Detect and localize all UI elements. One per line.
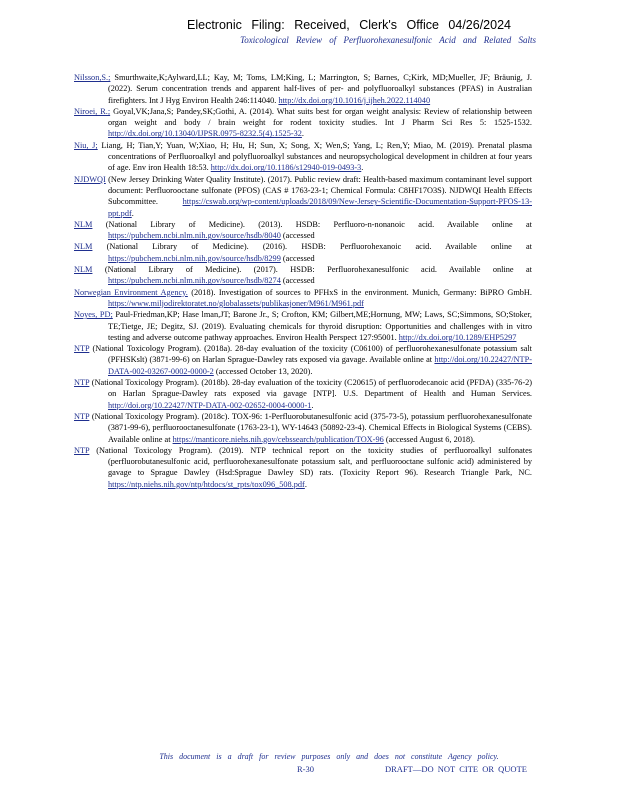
reference-author[interactable]: Niu, J; bbox=[74, 140, 98, 150]
reference-link[interactable]: http://dx.doi.org/10.1289/EHP5297 bbox=[398, 332, 517, 342]
reference-tail: . bbox=[131, 208, 134, 218]
reference-link[interactable]: https://ntp.niehs.nih.gov/ntp/htdocs/st_rpts/tox096_508.pdf bbox=[108, 479, 305, 489]
reference-author[interactable]: Niroei, R.; bbox=[74, 106, 111, 116]
reference-tail: (accessed bbox=[280, 231, 315, 241]
reference-entry bbox=[74, 287, 532, 310]
reference-author[interactable]: NTP bbox=[74, 344, 90, 354]
reference-author[interactable]: NLM bbox=[74, 242, 93, 252]
reference-tail: . bbox=[304, 479, 307, 489]
reference-tail: (accessed bbox=[280, 253, 315, 263]
page-footer bbox=[0, 752, 618, 776]
reference-entry bbox=[74, 241, 532, 264]
footer-line bbox=[0, 764, 618, 776]
reference-text: (National Library of Medicine). (2016). HSDB: Perfluorohexanoic acid. Available online at bbox=[92, 242, 532, 252]
reference-entry bbox=[74, 174, 532, 219]
page-number: R-30 bbox=[297, 764, 314, 774]
reference-text: (National Toxicology Program). (2018b). 28-day evaluation of the toxicity (C20615) of perfluorodecanoic acid (PFDA) (335-76-2) on Harlan Sprague-Dawley rats exposed via gavage [NTP]. U.S. Department of Health and Human Services. bbox=[89, 378, 532, 399]
reference-tail: (accessed October 13, 2020). bbox=[213, 366, 313, 376]
reference-text: (2018). Investigation of sources to PFHxS in the environment. Munich, Germany: BiPRO GmbH. bbox=[187, 287, 532, 297]
reference-author[interactable]: NTP bbox=[74, 445, 90, 455]
reference-entry bbox=[74, 264, 532, 287]
reference-link[interactable]: https://pubchem.ncbi.nlm.nih.gov/source/hsdb/8040 bbox=[108, 231, 281, 241]
reference-author[interactable]: NTP bbox=[74, 378, 90, 388]
reference-author[interactable]: Nilsson,S.; bbox=[74, 73, 111, 82]
reference-link[interactable]: https://pubchem.ncbi.nlm.nih.gov/source/hsdb/8299 bbox=[108, 253, 281, 263]
reference-author[interactable]: NLM bbox=[74, 265, 93, 275]
reference-text: (National Library of Medicine). (2017). HSDB: Perfluorohexanesulfonic acid. Available online at bbox=[92, 265, 532, 275]
reference-link[interactable]: http://doi.org/10.22427/NTP-DATA-002-03267-0002-0000-2 bbox=[108, 355, 532, 376]
reference-entry bbox=[74, 106, 532, 140]
reference-list bbox=[74, 72, 532, 490]
document-subtitle: Toxicological Review of Perfluorohexanesulfonic Acid and Related Salts bbox=[240, 35, 536, 45]
reference-tail: . bbox=[311, 400, 314, 410]
reference-text: (New Jersey Drinking Water Quality Institute). (2017). Public review draft: Health-based maximum contaminant level support document: Perfluorooctane sulfonate (PFOS) (CAS # 1763-23-1; Chemical Formula: C8HF17O3S). NJDWQI Health Effects Subcommittee. bbox=[105, 174, 532, 207]
reference-author[interactable]: NLM bbox=[74, 219, 93, 229]
reference-text: (National Toxicology Program). (2019). NTP technical report on the toxicity studies of perfluoroalkyl sulfonates (perfluorobutanesulfonic acid, perfluorohexanesulfonate potassium salt, and perfluorooctane sulfonic acid) administered by gavage to Sprague Dawley (Hsd:Sprague Dawley SD) rats. (Toxicity Report 96). Research Triangle Park, NC. bbox=[89, 445, 532, 478]
reference-text: Paul-Friedman,KP; Hase lman,JT; Barone Jr., S; Crofton, KM; Gilbert,ME;Hornung, MW; Laws, SC;Simmons, SO;Stoker, TE;Tietge, JE; Degitz, SJ. (2019). Evaluating chemicals for thyroid disruption: Opportunities and challenges with in vitro testing and adverse outcome pathway approaches. Environ Health Perspect 127:95001. bbox=[108, 310, 532, 342]
page-header bbox=[0, 18, 618, 45]
draft-disclaimer: This document is a draft for review purposes only and does not constitute Agency policy. bbox=[159, 752, 499, 761]
draft-notice: DRAFT—DO NOT CITE OR QUOTE bbox=[385, 764, 527, 774]
reference-link[interactable]: https://pubchem.ncbi.nlm.nih.gov/source/hsdb/8274 bbox=[108, 276, 281, 286]
reference-link[interactable]: https://cswab.org/wp-content/uploads/2018/09/New-Jersey-Scientific-Documentation-Support-PFOS-13-ppt.pdf bbox=[108, 197, 532, 218]
reference-tail: . bbox=[301, 129, 304, 139]
reference-entry bbox=[74, 411, 532, 445]
reference-tail: (accessed bbox=[280, 276, 315, 286]
reference-author[interactable]: Noyes, PD; bbox=[74, 310, 113, 320]
reference-text: Smurthwaite,K;Aylward,LL; Kay, M; Toms, LM;King, L; Marrington, S; Barnes, C;Kirk, MD;Mueller, JF; Bräunig, J. (2022). Serum concentration trends and apparent half-lives of per- and polyfluoroalkyl substances (PFAS) in Australian firefighters. Int J Hyg Environ Health 246:114040. bbox=[108, 73, 532, 105]
reference-author[interactable]: Norwegian Environment Agency. bbox=[74, 287, 188, 297]
reference-text: (National Library of Medicine). (2013). HSDB: Perfluoro-n-nonanoic acid. Available online at bbox=[92, 219, 532, 229]
reference-entry bbox=[74, 309, 532, 343]
reference-link[interactable]: https://www.miljodirektoratet.no/globalassets/publikasjoner/M961/M961.pdf bbox=[108, 298, 364, 308]
reference-link[interactable]: http://doi.org/10.22427/NTP-DATA-002-02652-0004-0000-1 bbox=[108, 400, 312, 410]
reference-entry bbox=[74, 140, 532, 174]
reference-entry bbox=[74, 343, 532, 377]
reference-author[interactable]: NTP bbox=[74, 411, 90, 421]
reference-tail: . bbox=[361, 163, 364, 173]
reference-link[interactable]: http://dx.doi.org/10.1016/j.ijheh.2022.114040 bbox=[278, 95, 431, 105]
reference-tail: (accessed August 6, 2018). bbox=[383, 434, 475, 444]
reference-link[interactable]: http://dx.doi.org/10.1186/s12940-019-0493-3 bbox=[210, 163, 362, 173]
reference-link[interactable]: http://dx.doi.org/10.13040/IJPSR.0975-8232.5(4).1525-32 bbox=[108, 129, 302, 139]
reference-text: Goyal,VK;Jana,S; Pandey,SK;Gothi, A. (2014). What suits best for organ weight analysis: Review of relationship between organ weight and body / brain weight for rodent toxicity studies. Int J Pharm Sci Res 5: 1525-1532. bbox=[108, 106, 532, 128]
reference-entry bbox=[74, 377, 532, 411]
reference-entry bbox=[74, 445, 532, 490]
reference-text: (National Toxicology Program). (2018a). 28-day evaluation of the toxicity (C06100) of perfluorohexanesulfonate potassium salt (PFHSKslt) (3871-99-6) on Harlan Sprague-Dawley rats exposed via gavage. Available online at bbox=[89, 344, 532, 365]
reference-text: (National Toxicology Program). (2018c). TOX-96: 1-Perfluorobutanesulfonic acid (375-73-5), potassium perfluorohexanesulfonate (3871-99-6), perfluorooctanesulfonate (1763-23-1), WY-14643 (50892-23-4). Chemical Effects in Biological Systems (CEBS). Available online at bbox=[89, 411, 532, 444]
reference-entry bbox=[74, 72, 532, 106]
reference-author[interactable]: NJDWQI bbox=[74, 174, 106, 184]
reference-link[interactable]: https://manticore.niehs.nih.gov/cebssearch/publication/TOX-96 bbox=[172, 434, 384, 444]
filing-stamp: Electronic Filing: Received, Clerk's Office 04/26/2024 bbox=[187, 18, 511, 32]
reference-text: Liang, H; Tian,Y; Yuan, W;Xiao, H; Hu, H; Sun, X; Song, X; Wen,S; Yang, L; Ren,Y; Miao, M. (2019). Prenatal plasma concentrations of Perfluoroalkyl and polyfluoroalkyl substances and neuropsychological development in children at four years of age. Env iron Health 18:53. bbox=[97, 140, 532, 173]
reference-entry bbox=[74, 219, 532, 242]
